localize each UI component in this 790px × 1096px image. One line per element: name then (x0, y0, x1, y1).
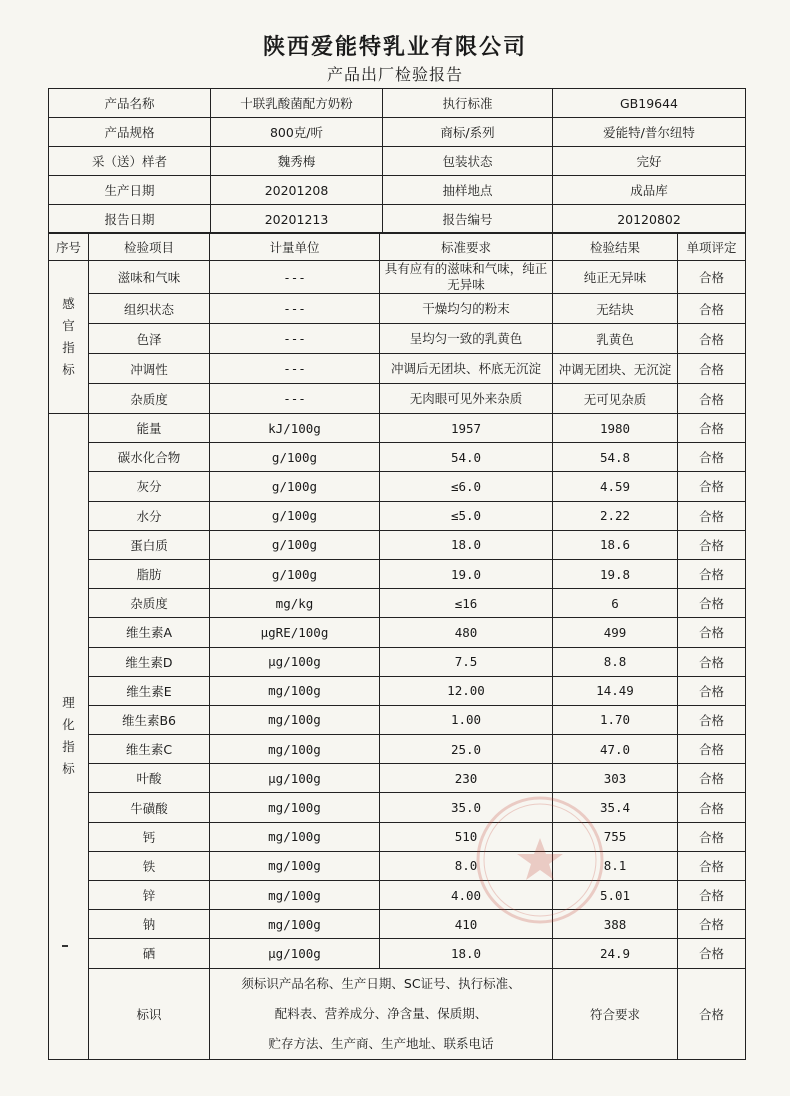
evaluation: 合格 (678, 559, 746, 588)
category-char: 理 (62, 695, 75, 711)
test-item: 杂质度 (89, 384, 210, 414)
unit: μgRE/100g (210, 618, 380, 647)
result: 无可见杂质 (553, 384, 678, 414)
result: 符合要求 (553, 968, 678, 1059)
result: 388 (553, 910, 678, 939)
info-row (49, 176, 746, 205)
requirement: 7.5 (380, 647, 553, 676)
info-row (49, 118, 746, 147)
info-value: 爱能特/普尔纽特 (553, 118, 746, 147)
evaluation: 合格 (678, 589, 746, 618)
unit: mg/100g (210, 822, 380, 851)
evaluation: 合格 (678, 705, 746, 734)
info-row (49, 89, 746, 118)
evaluation: 合格 (678, 764, 746, 793)
requirement-line: 冲调后无团块、杯底无沉淀 (390, 360, 541, 376)
table-row (49, 501, 746, 530)
requirement-line: 无肉眼可见外来杂质 (409, 390, 523, 406)
table-row (49, 530, 746, 559)
test-item: 钠 (89, 910, 210, 939)
product-info-table (48, 88, 746, 234)
table-row (49, 793, 746, 822)
table-row (49, 294, 746, 324)
table-row (49, 939, 746, 968)
category-char: 指 (62, 340, 75, 355)
info-value: 完好 (553, 147, 746, 176)
evaluation: 合格 (678, 384, 746, 414)
unit: kJ/100g (210, 414, 380, 443)
table-row (49, 676, 746, 705)
unit: μg/100g (210, 647, 380, 676)
category-label (49, 414, 89, 1060)
info-value: 20201208 (211, 176, 383, 205)
test-item: 杂质度 (89, 589, 210, 618)
result: 35.4 (553, 793, 678, 822)
info-value: 成品库 (553, 176, 746, 205)
info-value: 20201213 (211, 205, 383, 234)
evaluation: 合格 (678, 324, 746, 354)
column-header: 计量单位 (210, 233, 380, 261)
requirement (380, 294, 553, 324)
result: 1980 (553, 414, 678, 443)
unit: mg/100g (210, 910, 380, 939)
result: 乳黄色 (553, 324, 678, 354)
unit: --- (210, 384, 380, 414)
table-row (49, 443, 746, 472)
column-header: 序号 (49, 233, 89, 261)
evaluation: 合格 (678, 618, 746, 647)
test-item: 组织状态 (89, 294, 210, 324)
table-row (49, 261, 746, 294)
result: 冲调无团块、无沉淀 (553, 354, 678, 384)
table-row (49, 735, 746, 764)
info-label: 采（送）样者 (49, 147, 211, 176)
result: 755 (553, 822, 678, 851)
requirement: 510 (380, 822, 553, 851)
requirement: 480 (380, 618, 553, 647)
requirement: 18.0 (380, 530, 553, 559)
test-item: 叶酸 (89, 764, 210, 793)
evaluation: 合格 (678, 294, 746, 324)
evaluation: 合格 (678, 414, 746, 443)
unit: mg/100g (210, 735, 380, 764)
table-row (49, 851, 746, 880)
info-row (49, 205, 746, 234)
unit: g/100g (210, 530, 380, 559)
table-row (49, 472, 746, 501)
column-header: 标准要求 (380, 233, 553, 261)
result: 19.8 (553, 559, 678, 588)
requirement-line: 须标识产品名称、生产日期、SC证号、执行标准、 (241, 975, 521, 991)
result: 303 (553, 764, 678, 793)
result: 18.6 (553, 530, 678, 559)
result: 纯正无异味 (553, 261, 678, 294)
info-label: 产品规格 (49, 118, 211, 147)
requirement: 4.00 (380, 881, 553, 910)
unit: g/100g (210, 559, 380, 588)
requirement: 1.00 (380, 705, 553, 734)
requirement (380, 261, 553, 294)
unit: g/100g (210, 501, 380, 530)
test-item: 蛋白质 (89, 530, 210, 559)
test-item: 脂肪 (89, 559, 210, 588)
test-item: 标识 (89, 968, 210, 1059)
evaluation: 合格 (678, 881, 746, 910)
unit: --- (210, 354, 380, 384)
table-row (49, 324, 746, 354)
column-header: 单项评定 (678, 233, 746, 261)
test-results-table (48, 232, 746, 1060)
result: 24.9 (553, 939, 678, 968)
table-row (49, 384, 746, 414)
info-row (49, 147, 746, 176)
test-item: 灰分 (89, 472, 210, 501)
evaluation: 合格 (678, 472, 746, 501)
test-item: 碳水化合物 (89, 443, 210, 472)
requirement: 12.00 (380, 676, 553, 705)
requirement: ≤16 (380, 589, 553, 618)
category-char: 标 (62, 362, 75, 377)
column-header: 检验结果 (553, 233, 678, 261)
evaluation: 合格 (678, 530, 746, 559)
category-char: 官 (62, 318, 75, 333)
evaluation: 合格 (678, 501, 746, 530)
requirement: 18.0 (380, 939, 553, 968)
requirement: ≤6.0 (380, 472, 553, 501)
info-label: 报告编号 (383, 205, 553, 234)
evaluation: 合格 (678, 261, 746, 294)
category-char: 感 (62, 296, 75, 311)
requirement-line: 配料表、营养成分、净含量、保质期、 (274, 1005, 488, 1021)
result: 6 (553, 589, 678, 618)
evaluation: 合格 (678, 968, 746, 1059)
result: 4.59 (553, 472, 678, 501)
test-item: 维生素B6 (89, 705, 210, 734)
requirement: ≤5.0 (380, 501, 553, 530)
evaluation: 合格 (678, 793, 746, 822)
result: 54.8 (553, 443, 678, 472)
margin-mark (62, 945, 68, 947)
test-item: 牛磺酸 (89, 793, 210, 822)
info-value: GB19644 (553, 89, 746, 118)
info-label: 商标/系列 (383, 118, 553, 147)
table-row (49, 764, 746, 793)
evaluation: 合格 (678, 939, 746, 968)
evaluation: 合格 (678, 851, 746, 880)
table-row (49, 589, 746, 618)
test-item: 铁 (89, 851, 210, 880)
test-item: 维生素A (89, 618, 210, 647)
test-item: 锌 (89, 881, 210, 910)
result: 47.0 (553, 735, 678, 764)
unit: mg/kg (210, 589, 380, 618)
evaluation: 合格 (678, 910, 746, 939)
table-row (49, 647, 746, 676)
table-row (49, 705, 746, 734)
requirement (380, 354, 553, 384)
info-label: 报告日期 (49, 205, 211, 234)
requirement-line: 无异味 (447, 277, 485, 292)
table-row (49, 354, 746, 384)
company-name: 陕西爱能特乳业有限公司 (262, 34, 527, 60)
evaluation: 合格 (678, 443, 746, 472)
unit: mg/100g (210, 881, 380, 910)
requirement (380, 384, 553, 414)
test-item: 冲调性 (89, 354, 210, 384)
test-item: 滋味和气味 (89, 261, 210, 294)
result: 5.01 (553, 881, 678, 910)
unit: mg/100g (210, 705, 380, 734)
info-value: 800克/听 (211, 118, 383, 147)
evaluation: 合格 (678, 822, 746, 851)
requirement (380, 324, 553, 354)
requirement: 1957 (380, 414, 553, 443)
unit: g/100g (210, 472, 380, 501)
evaluation: 合格 (678, 735, 746, 764)
requirement-line: 干燥均匀的粉末 (422, 300, 510, 316)
info-label: 产品名称 (49, 89, 211, 118)
table-row (49, 881, 746, 910)
unit: g/100g (210, 443, 380, 472)
requirement: 25.0 (380, 735, 553, 764)
test-item: 硒 (89, 939, 210, 968)
requirement-line: 贮存方法、生产商、生产地址、联系电话 (268, 1035, 494, 1051)
info-label: 包装状态 (383, 147, 553, 176)
info-label: 执行标准 (383, 89, 553, 118)
result: 1.70 (553, 705, 678, 734)
marking-row (49, 968, 746, 1059)
category-char: 指 (62, 739, 75, 755)
requirement: 54.0 (380, 443, 553, 472)
requirement-line: 呈均匀一致的乳黄色 (409, 330, 523, 346)
info-value: 十联乳酸菌配方奶粉 (211, 89, 383, 118)
info-value: 20120802 (553, 205, 746, 234)
info-value: 魏秀梅 (211, 147, 383, 176)
test-item: 水分 (89, 501, 210, 530)
requirement: 230 (380, 764, 553, 793)
test-item: 钙 (89, 822, 210, 851)
table-row (49, 559, 746, 588)
test-item: 色泽 (89, 324, 210, 354)
test-item: 维生素D (89, 647, 210, 676)
category-label (49, 261, 89, 414)
marking-requirement (210, 968, 553, 1059)
result: 2.22 (553, 501, 678, 530)
table-row (49, 822, 746, 851)
evaluation: 合格 (678, 676, 746, 705)
unit: --- (210, 324, 380, 354)
report-title: 产品出厂检验报告 (326, 65, 463, 84)
unit: --- (210, 261, 380, 294)
test-item: 能量 (89, 414, 210, 443)
unit: mg/100g (210, 793, 380, 822)
requirement: 35.0 (380, 793, 553, 822)
unit: mg/100g (210, 851, 380, 880)
result: 499 (553, 618, 678, 647)
test-item: 维生素E (89, 676, 210, 705)
result: 8.8 (553, 647, 678, 676)
table-row (49, 414, 746, 443)
test-item: 维生素C (89, 735, 210, 764)
table-row (49, 618, 746, 647)
evaluation: 合格 (678, 354, 746, 384)
result: 无结块 (553, 294, 678, 324)
result: 14.49 (553, 676, 678, 705)
unit: mg/100g (210, 676, 380, 705)
requirement: 410 (380, 910, 553, 939)
category-char: 标 (62, 761, 75, 777)
category-char: 化 (62, 717, 75, 733)
info-label: 生产日期 (49, 176, 211, 205)
table-row (49, 910, 746, 939)
unit: μg/100g (210, 939, 380, 968)
requirement-line: 具有应有的滋味和气味，纯正 (384, 261, 548, 276)
evaluation: 合格 (678, 647, 746, 676)
column-header: 检验项目 (89, 233, 210, 261)
info-label: 抽样地点 (383, 176, 553, 205)
table-header-row (49, 233, 746, 261)
result: 8.1 (553, 851, 678, 880)
unit: --- (210, 294, 380, 324)
unit: μg/100g (210, 764, 380, 793)
requirement: 8.0 (380, 851, 553, 880)
requirement: 19.0 (380, 559, 553, 588)
